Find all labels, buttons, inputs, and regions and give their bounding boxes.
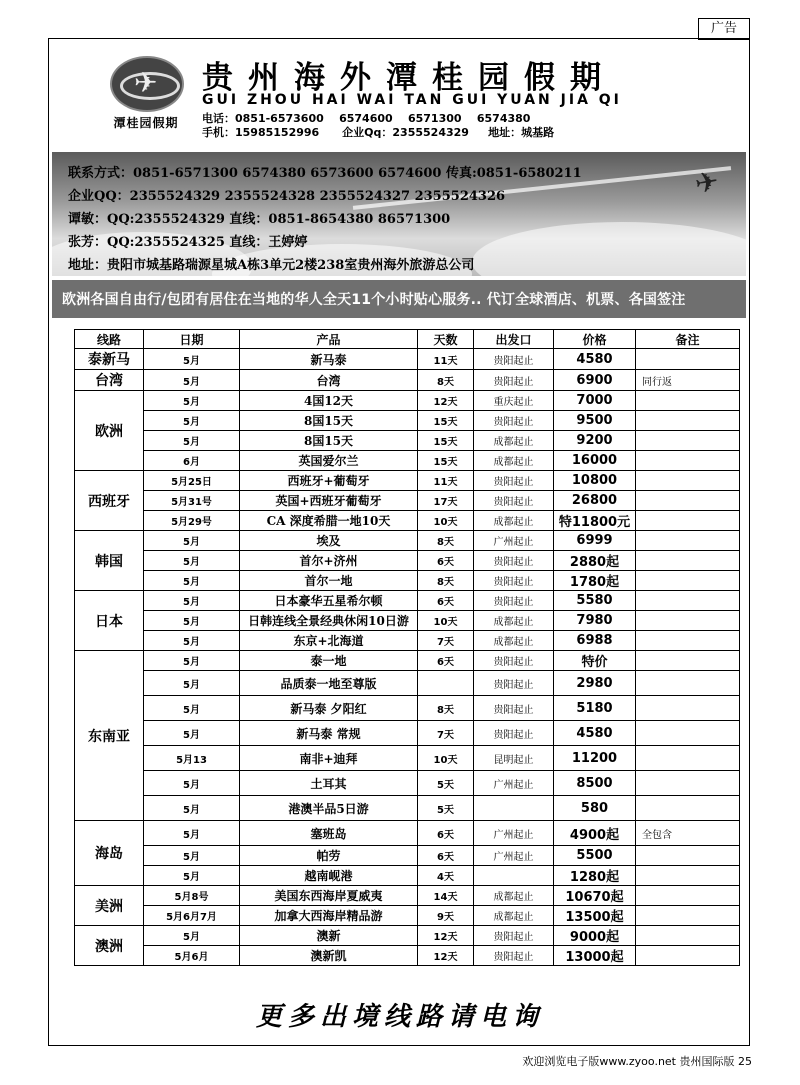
days-cell: 7天 <box>418 631 474 651</box>
ad-tag: 广告 <box>698 18 750 40</box>
price-cell: 6988 <box>554 631 636 651</box>
header-date: 日期 <box>144 330 240 349</box>
note-cell <box>636 696 740 721</box>
table-row <box>75 349 740 370</box>
region-cell: 美洲 <box>75 886 144 926</box>
table-row <box>75 391 740 411</box>
note-cell <box>636 886 740 906</box>
date-cell: 5月 <box>144 631 240 651</box>
header-days: 天数 <box>418 330 474 349</box>
table-row <box>75 451 740 471</box>
date-cell: 5月 <box>144 370 240 391</box>
header-departure: 出发口 <box>474 330 554 349</box>
date-cell: 5月 <box>144 771 240 796</box>
days-cell: 8天 <box>418 696 474 721</box>
table-row <box>75 531 740 551</box>
departure-cell: 成都起止 <box>474 451 554 471</box>
note-cell <box>636 946 740 966</box>
date-cell: 5月6月7月 <box>144 906 240 926</box>
table-row <box>75 821 740 846</box>
page-footer: 欢迎浏览电子版www.zyoo.net 贵州国际版 25 <box>522 1055 752 1068</box>
service-banner <box>52 280 746 318</box>
days-cell: 12天 <box>418 926 474 946</box>
days-cell: 9天 <box>418 906 474 926</box>
banner-text: 欧洲各国自由行/包团有居住在当地的华人全天11个小时贴心服务.. 代订全球酒店、机票、各国签注 <box>62 292 686 308</box>
product-cell: 首尔+济州 <box>240 551 418 571</box>
price-cell: 13500起 <box>554 906 636 926</box>
table-row <box>75 611 740 631</box>
departure-cell: 贵阳起止 <box>474 411 554 431</box>
region-cell: 东南亚 <box>75 651 144 821</box>
departure-cell: 贵阳起止 <box>474 946 554 966</box>
table-row <box>75 866 740 886</box>
date-cell: 5月 <box>144 349 240 370</box>
table-header-row <box>75 330 740 349</box>
departure-cell: 成都起止 <box>474 906 554 926</box>
price-cell: 7980 <box>554 611 636 631</box>
departure-cell: 重庆起止 <box>474 391 554 411</box>
price-cell: 5580 <box>554 591 636 611</box>
note-cell <box>636 451 740 471</box>
days-cell: 5天 <box>418 796 474 821</box>
routes-table <box>74 329 740 966</box>
date-cell: 5月25日 <box>144 471 240 491</box>
product-cell: 东京+北海道 <box>240 631 418 651</box>
note-cell <box>636 391 740 411</box>
date-cell: 5月 <box>144 796 240 821</box>
departure-cell: 贵阳起止 <box>474 471 554 491</box>
departure-cell: 贵阳起止 <box>474 696 554 721</box>
price-cell: 9000起 <box>554 926 636 946</box>
days-cell: 14天 <box>418 886 474 906</box>
company-phone: 电话：0851-6573600 6574600 6571300 6574380 <box>202 112 531 125</box>
note-cell <box>636 671 740 696</box>
company-mobile: 手机：15985152996 企业Qq：2355524329 地址：城基路 <box>202 126 555 139</box>
note-cell <box>636 846 740 866</box>
header-price: 价格 <box>554 330 636 349</box>
product-cell: 8国15天 <box>240 431 418 451</box>
region-cell: 泰新马 <box>75 349 144 370</box>
note-cell <box>636 771 740 796</box>
globe-plane-icon <box>110 56 184 112</box>
note-cell <box>636 926 740 946</box>
price-cell: 特价 <box>554 651 636 671</box>
departure-cell: 广州起止 <box>474 771 554 796</box>
product-cell: 8国15天 <box>240 411 418 431</box>
days-cell: 11天 <box>418 471 474 491</box>
departure-cell: 成都起止 <box>474 631 554 651</box>
note-cell <box>636 531 740 551</box>
note-cell <box>636 631 740 651</box>
price-cell: 4900起 <box>554 821 636 846</box>
table-row <box>75 926 740 946</box>
date-cell: 5月31号 <box>144 491 240 511</box>
region-cell: 韩国 <box>75 531 144 591</box>
days-cell: 8天 <box>418 531 474 551</box>
product-cell: 越南岘港 <box>240 866 418 886</box>
company-name: 贵州海外潭桂园假期 <box>202 60 616 96</box>
date-cell: 5月 <box>144 531 240 551</box>
departure-cell: 贵阳起止 <box>474 591 554 611</box>
table-row <box>75 651 740 671</box>
price-cell: 11200 <box>554 746 636 771</box>
table-row <box>75 411 740 431</box>
price-cell: 2980 <box>554 671 636 696</box>
product-cell: 新马泰 <box>240 349 418 370</box>
date-cell: 5月 <box>144 571 240 591</box>
product-cell: 日本豪华五星希尔顿 <box>240 591 418 611</box>
date-cell: 5月6月 <box>144 946 240 966</box>
date-cell: 5月8号 <box>144 886 240 906</box>
product-cell: 澳新凯 <box>240 946 418 966</box>
table-row <box>75 746 740 771</box>
note-cell <box>636 491 740 511</box>
note-cell <box>636 551 740 571</box>
table-row <box>75 491 740 511</box>
table-row <box>75 906 740 926</box>
contact-line-zhangfang: 张芳：QQ:2355524325 直线：王婷婷 <box>68 235 308 250</box>
price-cell: 16000 <box>554 451 636 471</box>
contact-line-phones: 联系方式：0851-6571300 6574380 6573600 6574600 传真:0851-6580211 <box>68 166 582 181</box>
product-cell: 南非+迪拜 <box>240 746 418 771</box>
departure-cell: 贵阳起止 <box>474 571 554 591</box>
product-cell: 港澳半品5日游 <box>240 796 418 821</box>
days-cell: 10天 <box>418 511 474 531</box>
price-cell: 8500 <box>554 771 636 796</box>
departure-cell: 贵阳起止 <box>474 349 554 370</box>
date-cell: 5月 <box>144 611 240 631</box>
price-cell: 9200 <box>554 431 636 451</box>
date-cell: 5月 <box>144 551 240 571</box>
price-cell: 特11800元 <box>554 511 636 531</box>
price-cell: 13000起 <box>554 946 636 966</box>
product-cell: 塞班岛 <box>240 821 418 846</box>
days-cell <box>418 671 474 696</box>
departure-cell <box>474 866 554 886</box>
table-row <box>75 721 740 746</box>
departure-cell: 成都起止 <box>474 886 554 906</box>
region-cell: 台湾 <box>75 370 144 391</box>
table-row <box>75 846 740 866</box>
note-cell <box>636 349 740 370</box>
days-cell: 10天 <box>418 746 474 771</box>
date-cell: 5月29号 <box>144 511 240 531</box>
table-row <box>75 511 740 531</box>
product-cell: 美国东西海岸夏威夷 <box>240 886 418 906</box>
price-cell: 26800 <box>554 491 636 511</box>
price-cell: 7000 <box>554 391 636 411</box>
price-cell: 580 <box>554 796 636 821</box>
note-cell: 同行返 <box>636 370 740 391</box>
company-pinyin: GUI ZHOU HAI WAI TAN GUI YUAN JIA QI <box>202 92 622 108</box>
departure-cell: 广州起止 <box>474 846 554 866</box>
date-cell: 5月 <box>144 411 240 431</box>
region-cell: 西班牙 <box>75 471 144 531</box>
product-cell: 4国12天 <box>240 391 418 411</box>
days-cell: 6天 <box>418 551 474 571</box>
table-row <box>75 471 740 491</box>
departure-cell: 贵阳起止 <box>474 491 554 511</box>
days-cell: 15天 <box>418 431 474 451</box>
table-row <box>75 696 740 721</box>
price-cell: 4580 <box>554 721 636 746</box>
note-cell <box>636 571 740 591</box>
contact-line-qq: 企业QQ：2355524329 2355524328 2355524327 2355524326 <box>68 189 506 204</box>
price-cell: 2880起 <box>554 551 636 571</box>
departure-cell: 贵阳起止 <box>474 370 554 391</box>
region-cell: 欧洲 <box>75 391 144 471</box>
date-cell: 5月 <box>144 671 240 696</box>
days-cell: 8天 <box>418 571 474 591</box>
product-cell: CA 深度希腊一地10天 <box>240 511 418 531</box>
table-row <box>75 431 740 451</box>
region-cell: 澳洲 <box>75 926 144 966</box>
table-row <box>75 591 740 611</box>
contact-line-address: 地址：贵阳市城基路瑞源星城A栋3单元2楼238室贵州海外旅游总公司 <box>68 258 475 273</box>
departure-cell: 贵阳起止 <box>474 926 554 946</box>
date-cell: 5月 <box>144 591 240 611</box>
date-cell: 5月 <box>144 696 240 721</box>
days-cell: 15天 <box>418 451 474 471</box>
note-cell <box>636 721 740 746</box>
days-cell: 6天 <box>418 591 474 611</box>
region-cell: 日本 <box>75 591 144 651</box>
product-cell: 澳新 <box>240 926 418 946</box>
price-cell: 10800 <box>554 471 636 491</box>
departure-cell: 昆明起止 <box>474 746 554 771</box>
note-cell <box>636 906 740 926</box>
days-cell: 15天 <box>418 411 474 431</box>
date-cell: 5月 <box>144 651 240 671</box>
table-row <box>75 796 740 821</box>
date-cell: 5月13 <box>144 746 240 771</box>
note-cell <box>636 591 740 611</box>
note-cell <box>636 796 740 821</box>
date-cell: 5月 <box>144 431 240 451</box>
days-cell: 6天 <box>418 651 474 671</box>
table-row <box>75 551 740 571</box>
date-cell: 5月 <box>144 821 240 846</box>
table-row <box>75 370 740 391</box>
days-cell: 8天 <box>418 370 474 391</box>
date-cell: 5月 <box>144 926 240 946</box>
airplane-icon: ✈ <box>691 164 721 201</box>
price-cell: 5500 <box>554 846 636 866</box>
slogan: 更多出境线路请电询 <box>255 1002 544 1032</box>
days-cell: 7天 <box>418 721 474 746</box>
date-cell: 5月 <box>144 721 240 746</box>
header-line: 线路 <box>75 330 144 349</box>
logo-text: 潭桂园假期 <box>113 116 179 130</box>
price-cell: 10670起 <box>554 886 636 906</box>
departure-cell: 成都起止 <box>474 611 554 631</box>
date-cell: 5月 <box>144 866 240 886</box>
price-cell: 6900 <box>554 370 636 391</box>
table-row <box>75 571 740 591</box>
days-cell: 5天 <box>418 771 474 796</box>
note-cell <box>636 411 740 431</box>
departure-cell: 成都起止 <box>474 431 554 451</box>
days-cell: 6天 <box>418 821 474 846</box>
departure-cell: 成都起止 <box>474 511 554 531</box>
product-cell: 新马泰 常规 <box>240 721 418 746</box>
note-cell <box>636 471 740 491</box>
days-cell: 12天 <box>418 391 474 411</box>
product-cell: 品质泰一地至尊版 <box>240 671 418 696</box>
product-cell: 西班牙+葡萄牙 <box>240 471 418 491</box>
table-row <box>75 886 740 906</box>
table-row <box>75 631 740 651</box>
price-cell: 9500 <box>554 411 636 431</box>
product-cell: 英国+西班牙葡萄牙 <box>240 491 418 511</box>
price-cell: 6999 <box>554 531 636 551</box>
departure-cell: 广州起止 <box>474 821 554 846</box>
note-cell <box>636 611 740 631</box>
date-cell: 5月 <box>144 846 240 866</box>
region-cell: 海岛 <box>75 821 144 886</box>
departure-cell: 贵阳起止 <box>474 671 554 696</box>
table-row <box>75 671 740 696</box>
product-cell: 首尔一地 <box>240 571 418 591</box>
table-row <box>75 771 740 796</box>
table-row <box>75 946 740 966</box>
days-cell: 6天 <box>418 846 474 866</box>
departure-cell: 贵阳起止 <box>474 551 554 571</box>
date-cell: 5月 <box>144 391 240 411</box>
company-logo <box>100 54 190 136</box>
product-cell: 泰一地 <box>240 651 418 671</box>
departure-cell <box>474 796 554 821</box>
price-cell: 1780起 <box>554 571 636 591</box>
departure-cell: 贵阳起止 <box>474 721 554 746</box>
note-cell <box>636 431 740 451</box>
days-cell: 17天 <box>418 491 474 511</box>
company-header <box>52 48 746 140</box>
days-cell: 12天 <box>418 946 474 966</box>
days-cell: 10天 <box>418 611 474 631</box>
product-cell: 帕劳 <box>240 846 418 866</box>
note-cell: 全包含 <box>636 821 740 846</box>
header-note: 备注 <box>636 330 740 349</box>
note-cell <box>636 866 740 886</box>
days-cell: 4天 <box>418 866 474 886</box>
product-cell: 加拿大西海岸精品游 <box>240 906 418 926</box>
product-cell: 埃及 <box>240 531 418 551</box>
product-cell: 台湾 <box>240 370 418 391</box>
departure-cell: 广州起止 <box>474 531 554 551</box>
note-cell <box>636 511 740 531</box>
note-cell <box>636 746 740 771</box>
date-cell: 6月 <box>144 451 240 471</box>
price-cell: 5180 <box>554 696 636 721</box>
days-cell: 11天 <box>418 349 474 370</box>
note-cell <box>636 651 740 671</box>
price-cell: 4580 <box>554 349 636 370</box>
product-cell: 土耳其 <box>240 771 418 796</box>
price-cell: 1280起 <box>554 866 636 886</box>
product-cell: 英国爱尔兰 <box>240 451 418 471</box>
product-cell: 日韩连线全景经典休闲10日游 <box>240 611 418 631</box>
departure-cell: 贵阳起止 <box>474 651 554 671</box>
contact-line-tanmin: 谭敏：QQ:2355524329 直线：0851-8654380 86571300 <box>68 212 451 227</box>
header-product: 产品 <box>240 330 418 349</box>
product-cell: 新马泰 夕阳红 <box>240 696 418 721</box>
